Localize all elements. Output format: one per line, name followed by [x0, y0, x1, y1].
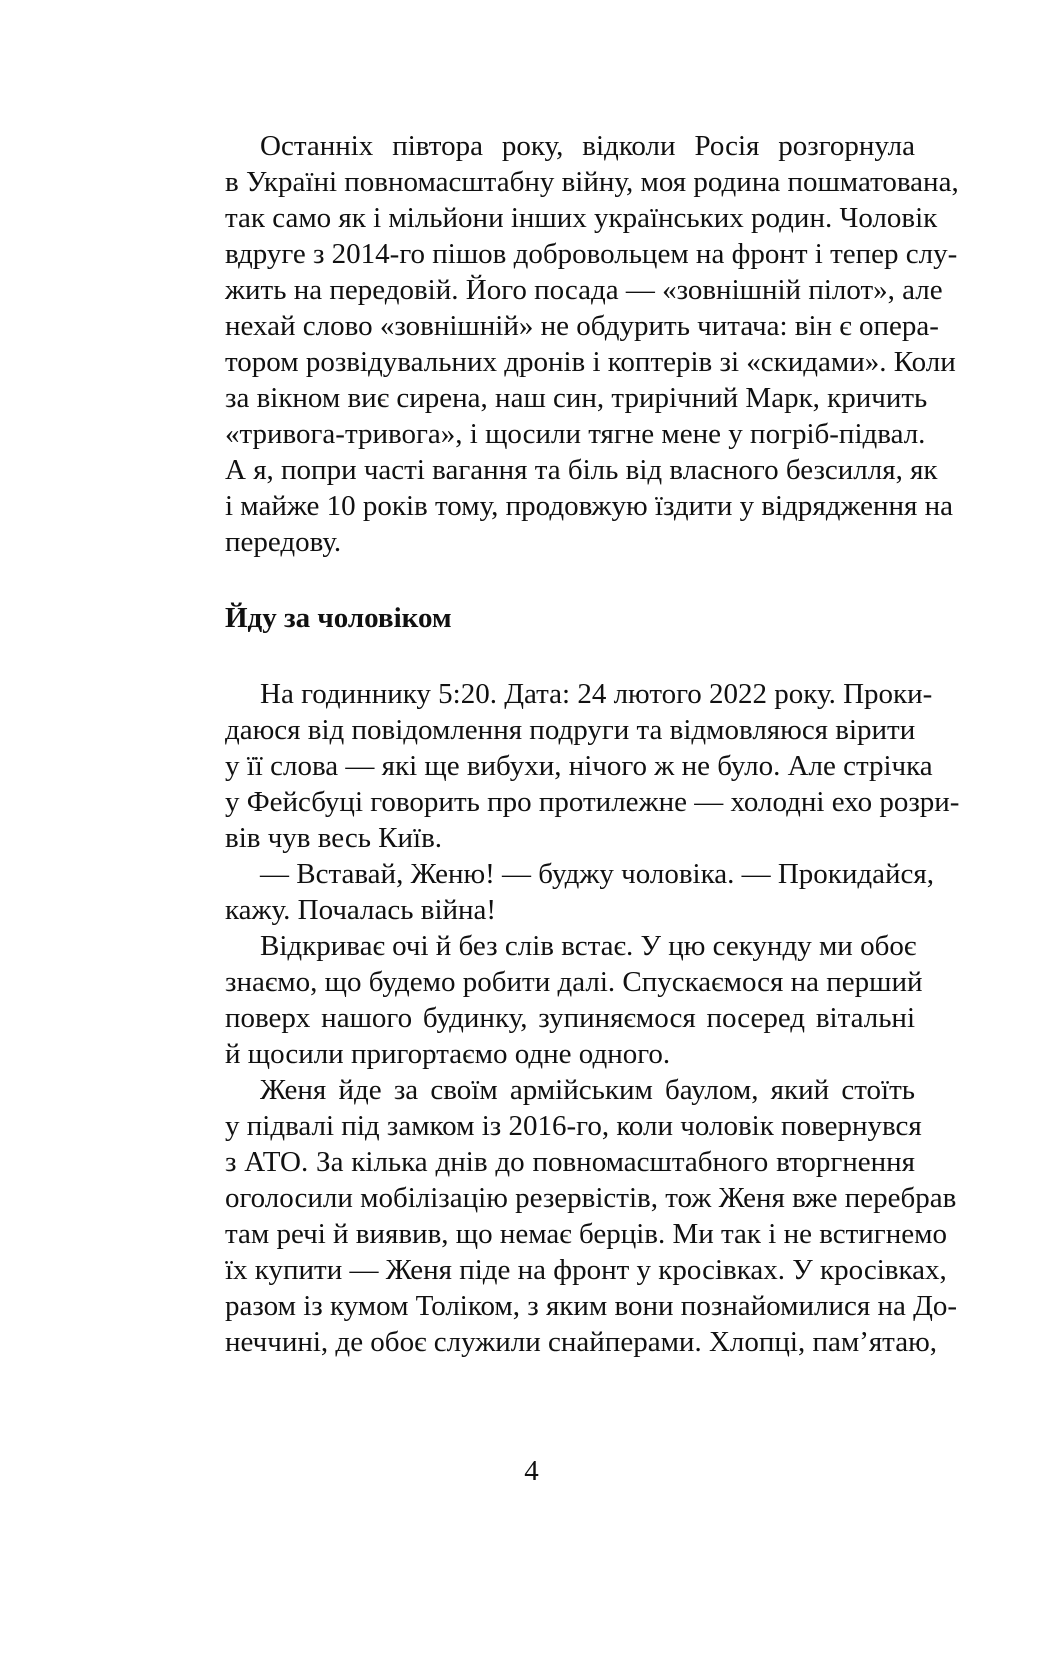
paragraph-1-line: нехай слово «зовнішній» не обдурить читача: він є опера-: [225, 310, 939, 342]
paragraph-3-line: кажу. Почалась війна!: [225, 894, 497, 926]
paragraph-1-line: за вікном виє сирена, наш син, трирічний Марк, кричить: [225, 382, 928, 414]
page-number: 4: [524, 1455, 539, 1487]
paragraph-2-line: вів чув весь Київ.: [225, 822, 443, 854]
paragraph-1-line: «тривога-тривога», і щосили тягне мене у погріб-підвал.: [225, 418, 926, 450]
paragraph-5-line: разом із кумом Толіком, з яким вони познайомилися на До-: [225, 1290, 958, 1322]
paragraph-1-line: А я, попри часті вагання та біль від власного безсилля, як: [225, 454, 938, 486]
paragraph-1-line: жить на передовій. Його посада — «зовнішній пілот», але: [225, 274, 943, 306]
paragraph-1-line: вдруге з 2014-го пішов добровольцем на фронт і тепер слу-: [225, 238, 958, 270]
paragraph-1-line: передову.: [225, 526, 342, 558]
paragraph-4-line: поверх нашого будинку, зупиняємося посеред вітальні: [225, 1002, 915, 1034]
paragraph-5-line: неччині, де обоє служили снайперами. Хлопці, пам’ятаю,: [225, 1326, 938, 1358]
paragraph-4-line: Відкриває очі й без слів встає. У цю секунду ми обоє: [260, 930, 917, 962]
paragraph-1-line: так само як і мільйони інших українських родин. Чоловік: [225, 202, 938, 234]
section-heading: Йду за чоловіком: [225, 602, 452, 634]
paragraph-2-line: у Фейсбуці говорить про протилежне — холодні ехо розри-: [225, 786, 960, 818]
paragraph-5-line: Женя йде за своїм армійським баулом, який стоїть: [260, 1074, 915, 1106]
paragraph-1-line: Останніх півтора року, відколи Росія розгорнула: [260, 130, 915, 162]
paragraph-5-line: у підвалі під замком із 2016-го, коли чоловік повернувся: [225, 1110, 922, 1142]
paragraph-1-line: і майже 10 років тому, продовжую їздити у відрядження на: [225, 490, 954, 522]
paragraph-1-line: в Україні повномасштабну війну, моя родина пошматована,: [225, 166, 959, 198]
paragraph-3-line: — Вставай, Женю! — буджу чоловіка. — Прокидайся,: [260, 858, 935, 890]
paragraph-5-line: оголосили мобілізацію резервістів, тож Женя вже перебрав: [225, 1182, 957, 1214]
paragraph-2-line: у її слова — які ще вибухи, нічого ж не було. Але стрічка: [225, 750, 933, 782]
paragraph-4-line: й щосили пригортаємо одне одного.: [225, 1038, 671, 1070]
paragraph-5-line: там речі й виявив, що немає берців. Ми так і не встигнемо: [225, 1218, 947, 1250]
paragraph-2-line: На годиннику 5:20. Дата: 24 лютого 2022 року. Проки-: [260, 678, 933, 710]
paragraph-4-line: знаємо, що будемо робити далі. Спускаємося на перший: [225, 966, 923, 998]
paragraph-2-line: даюся від повідомлення подруги та відмовляюся вірити: [225, 714, 916, 746]
paragraph-1-line: тором розвідувальних дронів і коптерів зі «скидами». Коли: [225, 346, 956, 378]
paragraph-5-line: з АТО. За кілька днів до повномасштабного вторгнення: [225, 1146, 915, 1178]
paragraph-5-line: їх купити — Женя піде на фронт у кросівках. У кросівках,: [225, 1254, 947, 1286]
